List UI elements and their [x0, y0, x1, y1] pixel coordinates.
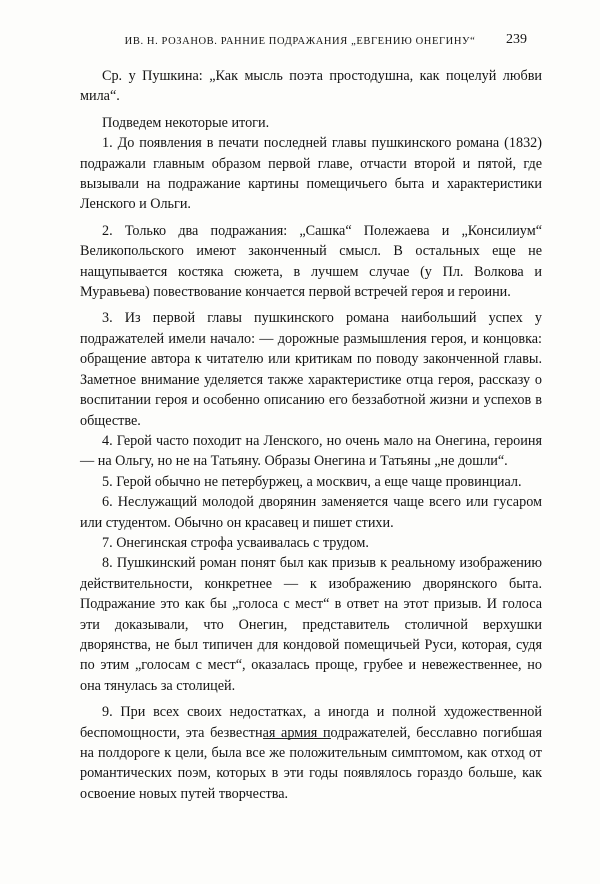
conclusion-6-paragraph: 6. Неслужащий молодой дворянин заменяется чаще всего или гусаром или студентом. Обычно он красавец и пишет стихи.	[80, 494, 542, 531]
page-body	[80, 66, 542, 804]
section-end-rule	[263, 738, 331, 739]
page-number: 239	[506, 32, 527, 47]
conclusion-4-paragraph: 4. Герой часто походит на Ленского, но очень мало на Онегина, героиня — на Ольгу, но не на Татьяну. Образы Онегина и Татьяны „не дошли“.	[80, 432, 542, 470]
conclusion-3-paragraph: 3. Из первой главы пушкинского романа наибольший успех у подражателей имели начало: — дорожные размышления героя, и концовка: обращение автора к читателю или критикам по поводу законченной главы. Заметное внимание уделяется также характеристике отца героя, рассказу о воспитании героя и особенно описанию его беззаботной жизни и успехов в обществе.	[80, 310, 542, 429]
conclusion-2-paragraph: 2. Только два подражания: „Сашка“ Полежаева и „Консилиум“ Великопольского имеют законченный смысл. В остальных еще не нащупывается костяка сюжета, в лучшем случае (у Пл. Волкова и Муравьева) повествование кончается первой встречей героя и героини.	[80, 222, 542, 301]
pushkin-quote-paragraph: Ср. у Пушкина: „Как мысль поэта простодушна, как поцелуй любви мила“.	[80, 68, 542, 105]
running-head: ИВ. Н. РОЗАНОВ. РАННИЕ ПОДРАЖАНИЯ „ЕВГЕНИЮ ОНЕГИНУ“	[124, 36, 476, 47]
conclusion-9-paragraph: 9. При всех своих недостатках, а иногда и полной художественной беспомощности, эта безвестная армия подражателей, бесславно погибшая на полдороге к цели, была все же положительным симптомом, как отход от романтических поэм, которых в эти годы появлялось гораздо больше, как освоение новых путей творчества.	[80, 704, 542, 802]
conclusion-5-paragraph: 5. Герой обычно не петербуржец, а москвич, а еще чаще провинциал.	[102, 473, 522, 490]
conclusion-8-paragraph: 8. Пушкинский роман понят был как призыв к реальному изображению действительности, конкретнее — к изображению дворянского быта. Подражание это как бы „голоса с мест“ в ответ на этот призыв. И голоса эти доказывали, что Онегин, представитель столичной верхушки дворянства, не был типичен для кондовой помещичьей Руси, которая, судя по этим „голосам с мест“, оказалась проще, грубее и невежественнее, но она тянулась за столицей.	[80, 555, 542, 694]
conclusion-7-paragraph: 7. Онегинская строфа усваивалась с трудом.	[102, 534, 369, 551]
summary-intro-paragraph: Подведем некоторые итоги.	[102, 114, 270, 131]
conclusion-1-paragraph: 1. До появления в печати последней главы пушкинского романа (1832) подражали главным образом первой главе, отчасти второй и пятой, где вызывали на подражание картины помещичьего быта и характеристики Ленского и Ольги.	[80, 135, 542, 213]
